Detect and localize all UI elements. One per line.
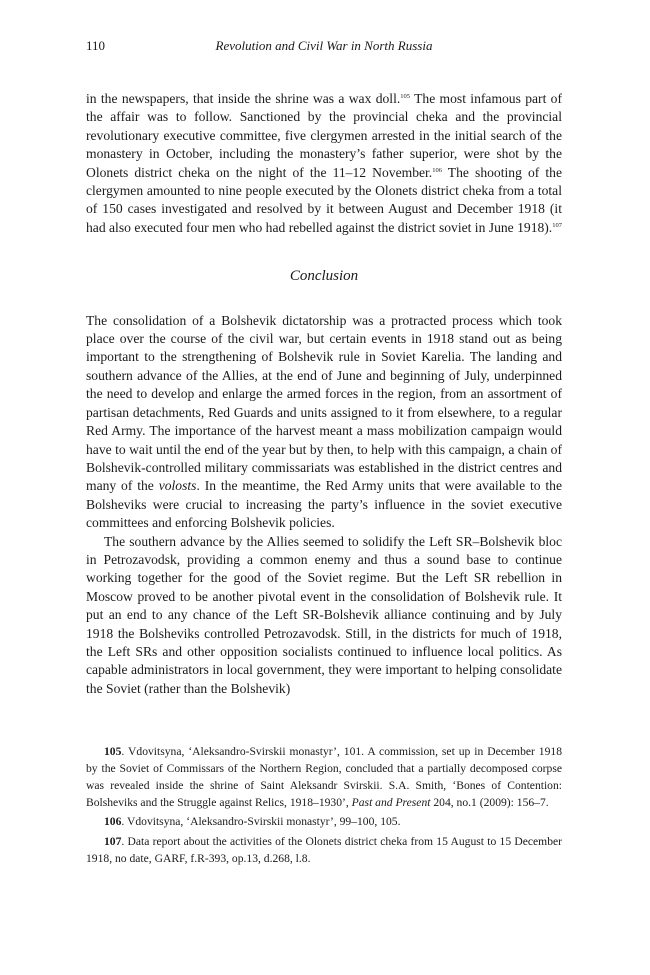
- footnote-number: 105: [104, 745, 122, 759]
- journal-title: Past and Present: [351, 795, 431, 809]
- footnote-text: . Vdovitsyna, ‘Aleksandro-Svirskii monastyr’, 101. A commission, set up in December 1918 by the Soviet of Commissars of the Northern Region, concluded that a partially decomposed corpse was revealed inside the shrine of Saint Aleksandr Svirskii. S.A. Smith, ‘Bones of Contention: Bolsheviks and the Struggle against Relics, 1918–1930’,: [86, 745, 562, 809]
- paragraph-continuation: [86, 90, 562, 237]
- footnote-107: [86, 834, 562, 868]
- footnote-106: [86, 814, 562, 831]
- footnote-text: 204, no.1 (2009): 156–7.: [430, 795, 549, 809]
- footnotes: [86, 744, 562, 868]
- text-run: in the newspapers, that inside the shrine was a wax doll.: [86, 91, 401, 106]
- page-number: 110: [86, 38, 106, 53]
- text-run: The most infamous part of the affair was to follow. Sanctioned by the provincial cheka and the provincial revolutionary executive committee, five clergymen arrested in the initial search of the monastery in October, including the monastery’s father superior, were shot by the Olonets district cheka on the night of the 11–12 November.: [86, 91, 562, 180]
- running-header: [86, 38, 562, 58]
- section-heading: Conclusion: [289, 268, 359, 285]
- footnote-text: . Data report about the activities of the Olonets district cheka from 15 August to 15 December 1918, no date, GARF, f.R-393, op.13, d.268, l.8.: [86, 835, 562, 865]
- footnote-ref-105[interactable]: 105: [400, 93, 411, 100]
- footnote-number: 107: [104, 835, 122, 849]
- paragraph-conclusion-2: The southern advance by the Allies seemed to solidify the Left SR–Bolshevik bloc in Petrozavodsk, providing a common enemy and thus a sound base to continue working together for the good of the Soviet regime. But the Left SR rebellion in Moscow proved to be another pivotal event in the consolidation of Bolshevik rule. It put an end to any chance of the Left SR-Bolshevik alliance continuing and by July 1918 the Bolsheviks controlled Petrozavodsk. Still, in the districts for much of 1918, the Left SRs and other opposition socialists continued to influence local politics. As capable administrators in local government, they were important to helping consolidate the Soviet (rather than the Bolshevik): [86, 533, 562, 696]
- footnote-number: 106: [104, 815, 122, 829]
- running-title: Revolution and Civil War in North Russia: [215, 38, 433, 53]
- text-run: . In the meantime, the Red Army units that were available to the Bolsheviks were crucial to increasing the party’s influence in the soviet executive committees and enforcing Bolshevik policies.: [86, 478, 562, 531]
- footnote-ref-106[interactable]: 106: [432, 166, 442, 174]
- text-run: The consolidation of a Bolshevik dictatorship was a protracted process which took place over the course of the civil war, but certain events in 1918 stand out as being important to the strengthening of Bolshevik rule in Soviet Karelia. The landing and southern advance of the Allies, at the end of June and beginning of July, underpinned the need to develop and enlarge the armed forces in the region, from an assortment of partisan detachments, Red Guards and units assigned to it from elsewhere, to a regular Red Army. The importance of the harvest meant a mass mobilization campaign would have to wait until the end of the year but by then, to help with this campaign, a chain of Bolshevik-controlled military commissariats was established in the district centres and many of the: [86, 312, 562, 494]
- paragraph-conclusion-1: [86, 312, 562, 533]
- footnote-105: [86, 744, 562, 811]
- main-text: [86, 90, 562, 698]
- text-run: The shooting of the clergymen amounted to nine people executed by the Olonets district cheka from a total of 150 cases investigated and resolved by it between August and December 1918 (it had also executed four men who had rebelled against the district soviet in June 1918).: [86, 164, 562, 235]
- book-page: [86, 38, 562, 871]
- italic-term: volosts: [158, 478, 197, 494]
- footnote-text: . Vdovitsyna, ‘Aleksandro-Svirskii monastyr’, 99–100, 105.: [121, 815, 401, 829]
- footnote-ref-107[interactable]: 107: [552, 221, 562, 229]
